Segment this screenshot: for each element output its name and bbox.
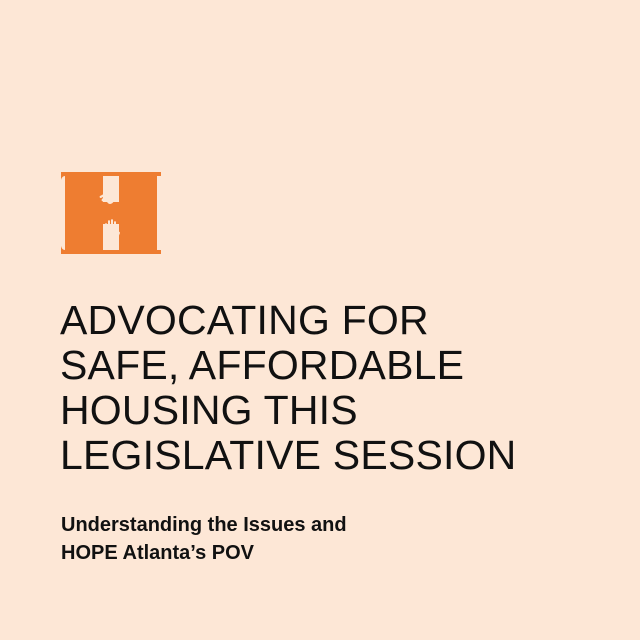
headline-line: ADVOCATING FOR (60, 297, 429, 343)
headline-line: LEGISLATIVE SESSION (60, 432, 517, 478)
hope-atlanta-logo (60, 172, 162, 254)
headline-line: HOUSING THIS (60, 387, 358, 433)
subheadline-line: Understanding the Issues and (61, 514, 347, 536)
headline (60, 298, 620, 478)
headline-line: SAFE, AFFORDABLE (60, 342, 465, 388)
subheadline (61, 511, 581, 567)
h-hands-icon (60, 172, 162, 254)
subheadline-line: HOPE Atlanta’s POV (61, 542, 255, 564)
